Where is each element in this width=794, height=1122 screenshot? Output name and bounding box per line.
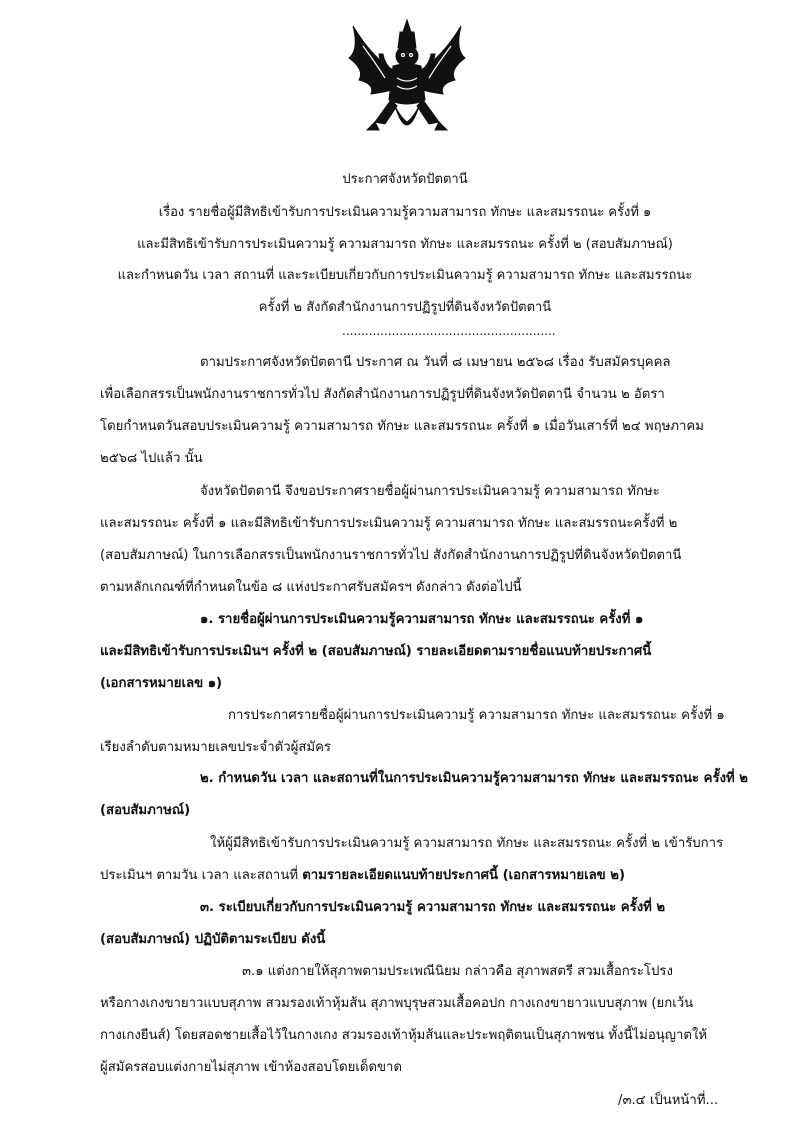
paragraph-line: ตามหลักเกณฑ์ที่กำหนดในข้อ ๘ แห่งประกาศรับสมัครฯ ดังกล่าว ดังต่อไปนี้ [100,580,522,595]
paragraph-line: และสมรรถนะ ครั้งที่ ๑ และมีสิทธิเข้ารับการประเมินความรู้ ความสามารถ ทักษะ และสมรรถนะครั้งที่ ๒ [100,516,678,531]
paragraph-line: ตามประกาศจังหวัดปัตตานี ประกาศ ณ วันที่ ๘ เมษายน ๒๕๖๘ เรื่อง รับสมัครบุคคล [200,355,671,370]
paragraph-line: ให้ผู้มีสิทธิเข้ารับการประเมินความรู้ ความสามารถ ทักษะ และสมรรถนะ ครั้งที่ ๒ เข้ารับการ [210,836,724,851]
section-heading: (สอบสัมภาษณ์) ปฏิบัติตามระเบียบ ดังนี้ [100,932,326,947]
subject-line: และมีสิทธิเข้ารับการประเมินความรู้ ความสามารถ ทักษะ และสมรรถนะ ครั้งที่ ๒ (สอบสัมภาษณ์) [137,237,673,252]
bold-reference: ตามรายละเอียดแนบท้ายประกาศนี้ (เอกสารหมายเลข ๒) [302,868,626,883]
paragraph-line: การประกาศรายชื่อผู้ผ่านการประเมินความรู้ ความสามารถ ทักษะ และสมรรถนะ ครั้งที่ ๑ [228,708,725,723]
subject-line: เรื่อง รายชื่อผู้มีสิทธิเข้ารับการประเมินความรู้ความสามารถ ทักษะ และสมรรถนะ ครั้งที่ ๑ [158,205,652,220]
plain-text: ประเมินฯ ตามวัน เวลา และสถานที่ [100,868,303,883]
paragraph-line [100,868,625,884]
paragraph-line: เพื่อเลือกสรรเป็นพนักงานราชการทั่วไป สังกัดสำนักงานการปฏิรูปที่ดินจังหวัดปัตตานี จำนวน ๒ อัตรา [100,387,665,402]
section-heading: และมีสิทธิเข้ารับการประเมินฯ ครั้งที่ ๒ (สอบสัมภาษณ์) รายละเอียดตามรายชื่อแนบท้ายประกาศนี้ [100,644,652,659]
page-continuation: /๓.๔ เป็นหน้าที่... [618,1093,719,1108]
paragraph-line: จังหวัดปัตตานี จึงขอประกาศรายชื่อผู้ผ่านการประเมินความรู้ ความสามารถ ทักษะ [200,484,660,499]
subject-line: ครั้งที่ ๒ สังกัดสำนักงานการปฏิรูปที่ดินจังหวัดปัตตานี [258,300,552,315]
section-heading: ๑. รายชื่อผู้ผ่านการประเมินความรู้ความสามารถ ทักษะ และสมรรถนะ ครั้งที่ ๑ [200,612,644,627]
section-heading: ๒. กำหนดวัน เวลา และสถานที่ในการประเมินความรู้ความสามารถ ทักษะ และสมรรถนะ ครั้งที่ ๒ [200,771,749,786]
announcement-title: ประกาศจังหวัดปัตตานี [342,172,468,187]
separator: ........................................................ [342,324,556,338]
section-heading: (เอกสารหมายเลข ๑) [100,676,223,691]
section-heading: ๓. ระเบียบเกี่ยวกับการประเมินความรู้ ความสามารถ ทักษะ และสมรรถนะ ครั้งที่ ๒ [200,900,666,915]
paragraph-line: (สอบสัมภาษณ์) ในการเลือกสรรเป็นพนักงานราชการทั่วไป สังกัดสำนักงานการปฏิรูปที่ดินจังหวัดปัตตานี [100,548,682,563]
paragraph-line: โดยกำหนดวันสอบประเมินความรู้ ความสามารถ ทักษะ และสมรรถนะ ครั้งที่ ๑ เมื่อวันเสาร์ที่ ๒๔ พฤษภาคม [100,419,704,434]
section-heading: (สอบสัมภาษณ์) [100,803,191,818]
paragraph-line: ๓.๑ แต่งกายให้สุภาพตามประเพณีนิยม กล่าวคือ สุภาพสตรี สวมเสื้อกระโปรง [242,964,673,979]
paragraph-line: เรียงลำดับตามหมายเลขประจำตัวผู้สมัคร [100,740,331,755]
paragraph-line: กางเกงยีนส์) โดยสอดชายเสื้อไว้ในกางเกง สวมรองเท้าหุ้มส้นและประพฤติตนเป็นสุภาพชน ทั้งนี้ไม่อนุญาตให้ [100,1028,708,1043]
paragraph-line: ผู้สมัครสอบแต่งกายไม่สุภาพ เข้าห้องสอบโดยเด็ดขาด [100,1060,403,1075]
garuda-emblem-icon [345,18,469,146]
paragraph-line: หรือกางเกงขายาวแบบสุภาพ สวมรองเท้าหุ้มส้น สุภาพบุรุษสวมเสื้อคอปก กางเกงขายาวแบบสุภาพ (ยกเว้น [100,996,694,1011]
subject-line: และกำหนดวัน เวลา สถานที่ และระเบียบเกี่ยวกับการประเมินความรู้ ความสามารถ ทักษะ และสมรรถนะ [117,268,693,283]
paragraph-line: ๒๕๖๘ ไปแล้ว นั้น [100,451,203,466]
